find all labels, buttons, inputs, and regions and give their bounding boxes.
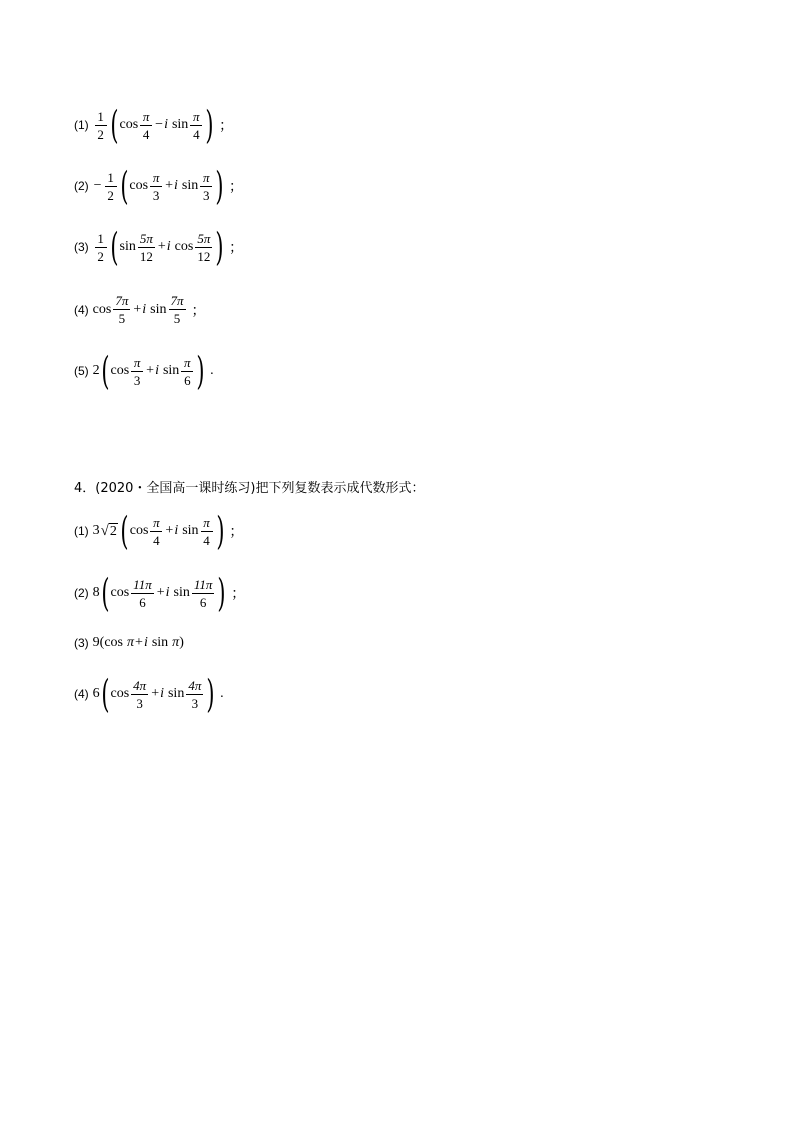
imag-unit: i <box>174 523 179 538</box>
imag-unit: i <box>160 686 164 701</box>
item-label: (3) <box>74 636 89 650</box>
coef-fraction: $\frac{1}{2}$ <box>105 171 117 202</box>
imag-unit: i <box>166 239 171 254</box>
end-punct: ； <box>229 180 244 195</box>
end-punct: ； <box>229 525 244 540</box>
coef-fraction: $\frac{1}{2}$ <box>95 110 107 141</box>
left-paren: ( <box>99 635 105 650</box>
operator: + <box>157 239 166 254</box>
angle-fraction: $\frac{\pi}{3}$ <box>200 171 212 202</box>
right-paren: ) <box>217 571 226 615</box>
left-paren: ( <box>110 103 119 147</box>
coefficient: 3 <box>92 523 100 538</box>
imag-unit: i <box>155 363 159 378</box>
cos-text: cos <box>129 523 149 538</box>
cos-text: cos <box>110 363 130 378</box>
angle-fraction: $\frac{4\pi}{3}$ <box>133 677 147 711</box>
end-punct: . <box>210 363 214 378</box>
s4-item-3 <box>74 635 184 651</box>
sin-text: sin <box>171 117 189 132</box>
left-paren: ( <box>101 672 110 716</box>
operator: + <box>165 523 174 538</box>
s4-item-1 <box>74 509 244 553</box>
cos-text: cos <box>110 686 130 701</box>
cos-text: cos <box>129 178 149 193</box>
s3-item-4 <box>74 294 206 325</box>
cos-text: cos <box>110 585 130 600</box>
cos-text: cos <box>174 239 194 254</box>
coefficient: 8 <box>92 585 100 600</box>
item-label: (4) <box>74 302 89 317</box>
coef-fraction: $\frac{1}{2}$ <box>95 232 107 263</box>
pi-symbol: π <box>127 635 135 650</box>
right-paren: ) <box>196 349 205 393</box>
right-paren: ) <box>215 225 224 269</box>
left-paren: ( <box>110 225 119 269</box>
end-punct: ； <box>231 587 246 602</box>
item-label: (1) <box>74 524 89 538</box>
imag-unit: i <box>173 178 178 193</box>
coefficient: 9 <box>92 635 100 650</box>
end-punct: . <box>220 686 224 701</box>
s4-item-2 <box>74 571 246 615</box>
operator: + <box>156 585 165 600</box>
angle-fraction: $\frac{\pi}{6}$ <box>181 356 193 387</box>
s3-item-3 <box>74 225 244 269</box>
sin-text: sin <box>151 635 169 650</box>
angle-fraction: $\frac{\pi}{4}$ <box>140 110 152 141</box>
pi-symbol: π <box>172 635 180 650</box>
angle-fraction: $\frac{\pi}{4}$ <box>190 110 202 141</box>
left-paren: ( <box>119 164 129 208</box>
angle-fraction: $\frac{11\pi}{6}$ <box>193 576 213 610</box>
item-label: (2) <box>74 179 89 193</box>
angle-fraction: $\frac{11\pi}{6}$ <box>133 576 152 610</box>
operator: + <box>146 363 155 378</box>
sin-text: sin <box>150 301 167 317</box>
operator: + <box>151 686 160 701</box>
operator: − <box>155 117 164 132</box>
end-punct: ； <box>219 119 234 134</box>
item-label: (2) <box>74 586 89 600</box>
s3-item-2 <box>74 164 244 208</box>
end-punct: ； <box>191 303 206 319</box>
item-label: (5) <box>74 364 89 378</box>
coefficient: 6 <box>92 686 100 701</box>
radicand: 2 <box>109 523 117 539</box>
end-punct: ； <box>229 241 244 256</box>
s3-item-5 <box>74 349 214 393</box>
sin-text: sin <box>182 523 199 538</box>
sqrt-expression <box>101 523 118 539</box>
operator: + <box>133 301 142 317</box>
imag-unit: i <box>142 301 147 317</box>
operator: + <box>165 178 173 193</box>
imag-unit: i <box>143 635 148 650</box>
angle-fraction: $\frac{\pi}{3}$ <box>131 356 143 387</box>
item-label: (4) <box>74 687 89 701</box>
item-label: (3) <box>74 240 89 254</box>
s4-item-4 <box>74 672 224 716</box>
question-header: 4．(2020・全国高一课时练习)把下列复数表示成代数形式： <box>74 481 425 496</box>
right-paren: ) <box>206 672 215 716</box>
sin-text: sin <box>162 363 180 378</box>
right-paren: ) <box>215 509 225 553</box>
cos-text: cos <box>119 117 139 132</box>
operator: + <box>135 635 143 650</box>
left-paren: ( <box>101 349 110 393</box>
angle-fraction: $\frac{5\pi}{12}$ <box>139 230 153 264</box>
angle-fraction: $\frac{\pi}{4}$ <box>150 516 162 547</box>
left-paren: ( <box>120 509 129 553</box>
cos-text: cos <box>104 635 124 650</box>
sin-text: sin <box>119 239 136 254</box>
angle-fraction: $\frac{7\pi}{5}$ <box>115 293 129 326</box>
radical-sign: √ <box>100 523 109 540</box>
imag-unit: i <box>165 585 170 600</box>
right-paren: ) <box>179 635 184 650</box>
imag-unit: i <box>164 117 168 132</box>
sin-text: sin <box>173 585 190 600</box>
angle-fraction: $\frac{4\pi}{3}$ <box>188 677 202 711</box>
sign: − <box>93 178 102 193</box>
left-paren: ( <box>101 571 110 615</box>
angle-fraction: $\frac{7\pi}{5}$ <box>170 293 184 326</box>
angle-fraction: $\frac{\pi}{3}$ <box>150 171 162 202</box>
sin-text: sin <box>167 686 185 701</box>
angle-fraction: $\frac{5\pi}{12}$ <box>197 230 211 264</box>
s3-item-1 <box>74 103 234 147</box>
sin-text: sin <box>181 178 199 193</box>
right-paren: ) <box>215 164 224 208</box>
cos-text: cos <box>92 301 112 317</box>
coefficient: 2 <box>92 363 100 378</box>
angle-fraction: $\frac{\pi}{4}$ <box>201 516 213 547</box>
item-label: (1) <box>74 118 89 132</box>
right-paren: ) <box>205 103 214 147</box>
